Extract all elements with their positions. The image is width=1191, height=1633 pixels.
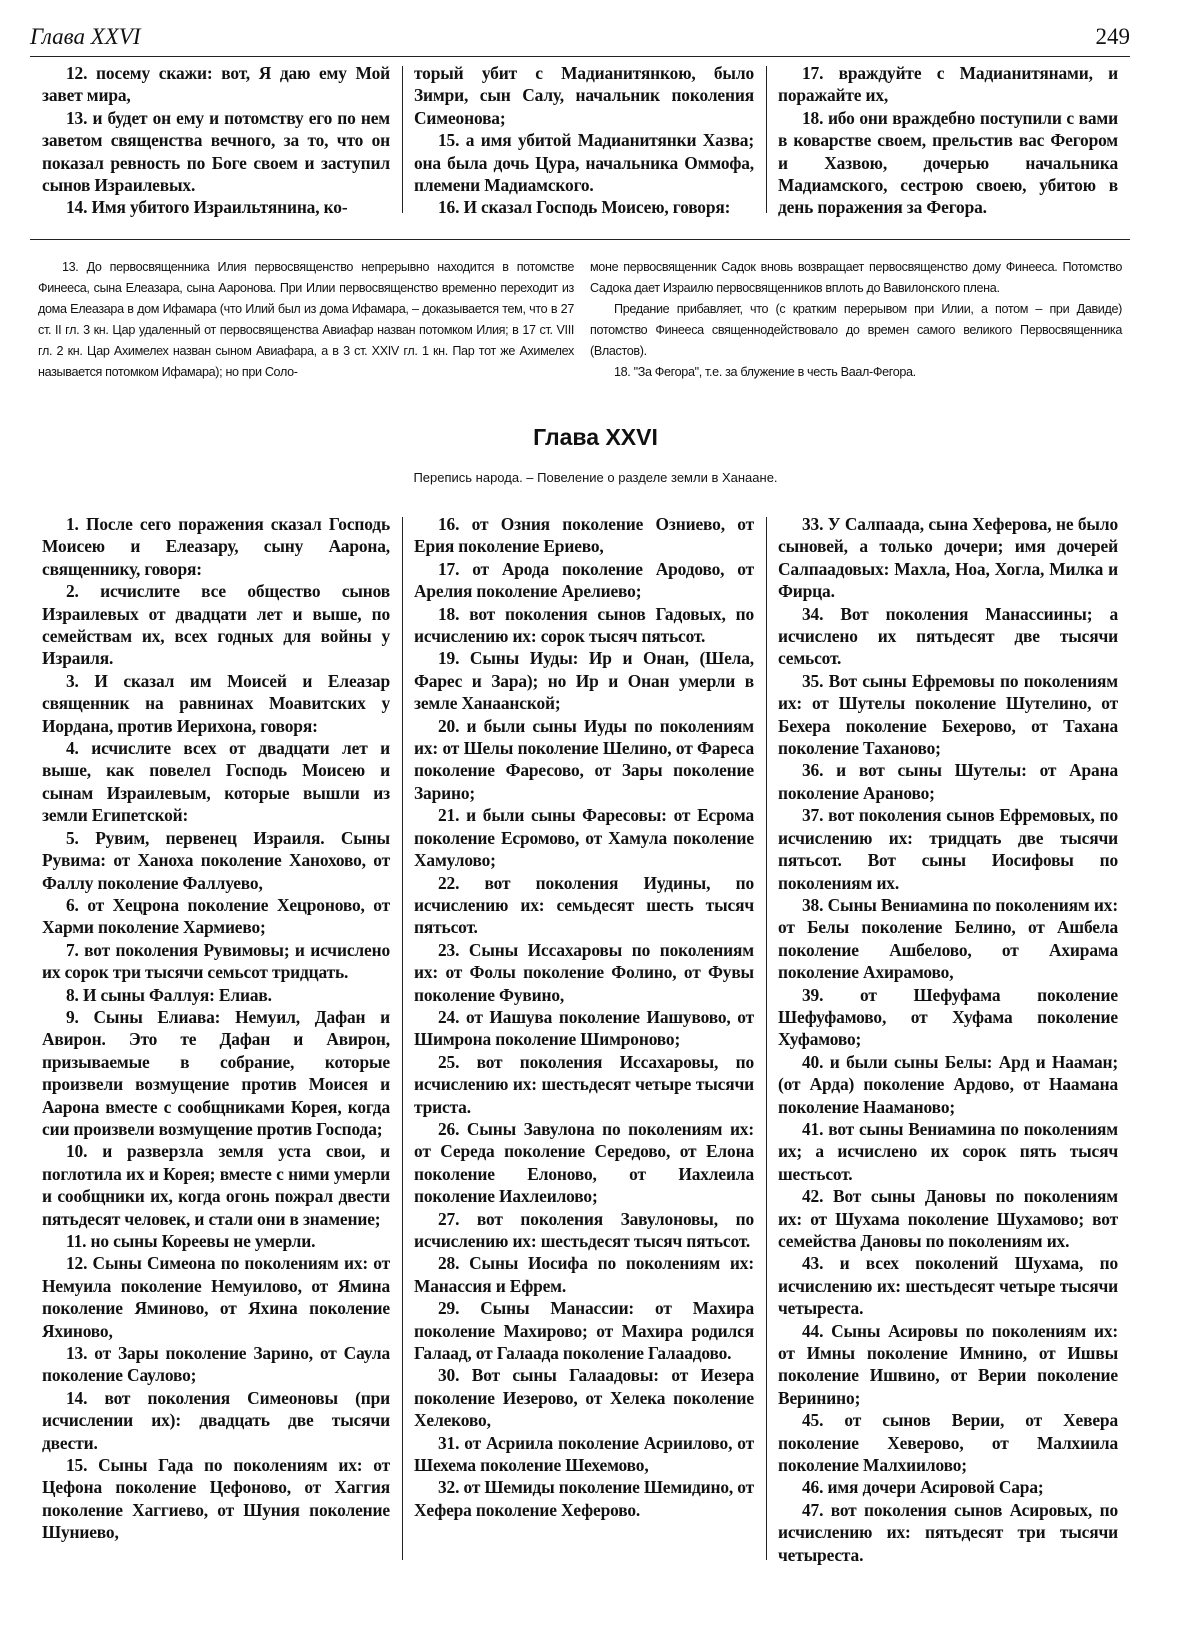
verse: 2. исчислите все общество сынов Израилевых от двадцати лет и выше, по семействам их, всех годных для войны у Израиля. — [42, 581, 390, 669]
footnote: моне первосвященник Садок вновь возвращает первосвященство дому Финееса. Потомство Садока дает Израилю первосвященников вплоть до Вавилонского плена. — [590, 260, 1122, 295]
verse: 13. и будет он ему и потомству его по нем заветом священства вечного, за то, что он показал ревность по Боге своем и заступил сынов Израилевых. — [42, 107, 390, 196]
verse: 28. Сыны Иосифа по поколениям их: Манассия и Ефрем. — [414, 1253, 754, 1296]
verse: 15. Сыны Гада по поколениям их: от Цефона поколение Цефоново, от Хаггия поколение Хаггиево, от Шуния поколение Шуниево, — [42, 1455, 390, 1543]
running-head-title: Глава XXVI — [30, 24, 141, 49]
chapter-summary: Перепись народа. – Повеление о разделе земли в Ханаане. — [413, 470, 778, 485]
footnotes — [30, 257, 1130, 383]
top-verse-columns — [30, 62, 1130, 219]
footnote-column-1 — [30, 257, 582, 383]
header-rule — [30, 56, 1130, 57]
main-column-3 — [766, 513, 1130, 1566]
verse: 9. Сыны Елиава: Немуил, Дафан и Авирон. Это те Дафан и Авирон, призываемые в собрание, которые произвели возмущение против Моисея и Аарона вместе с сообщниками Корея, когда сии произвели возмущение против Господа; — [42, 1006, 390, 1139]
verse: 14. вот поколения Симеоновы (при исчислении их): двадцать две тысячи двести. — [42, 1387, 390, 1453]
verse: 19. Сыны Иуды: Ир и Онан, (Шела, Фарес и Зара); но Ир и Онан умерли в земле Ханаанской; — [414, 648, 754, 714]
verse: 15. а имя убитой Мадианитянки Хазва; она была дочь Цура, начальника Оммофа, племени Мадиамского. — [414, 130, 754, 196]
verse: 47. вот поколения сынов Асировых, по исчислению их: пятьдесят три тысячи четыреста. — [778, 1499, 1118, 1565]
footnote-column-2 — [582, 257, 1130, 383]
verse: 42. Вот сыны Дановы по поколениям их: от Шухама поколение Шухамово; вот семейства Дановы по поколениям их. — [778, 1186, 1118, 1251]
verse: 1. После сего поражения сказал Господь Моисею и Елеазару, сыну Аарона, священнику, говоря: — [42, 514, 390, 579]
verse: 35. Вот сыны Ефремовы по поколениям их: от Шутелы поколение Шутелино, от Бехера поколение Бехерово, от Тахана поколение Таханово; — [778, 670, 1118, 759]
verse: 24. от Иашува поколение Иашувово, от Шимрона поколение Шимроново; — [414, 1006, 754, 1050]
main-verse-columns — [30, 513, 1130, 1566]
footnote: 13. До первосвященника Илия первосвященство непрерывно находится в потомстве Финееса, сына Елеазара, сына Ааронова. При Илии первосвященство временно переходит из дома Елеазара в дом Ифамара (что Илий был из дома Ифамара, – доказывается тем, что в 27 ст. II гл. 3 кн. Цар удаленный от первосвященства Авиафар назван потомком Илия; в 17 ст. VIII гл. 2 кн. Цар Ахимелех назван сыном Авиафара, а в 3 ст. XXIV гл. 1 кн. Пар тот же Ахимелех называется потомком Ифамара); но при Соло- — [38, 260, 574, 379]
running-head — [30, 22, 1130, 56]
verse: 22. вот поколения Иудины, по исчислению их: семьдесят шесть тысяч пятьсот. — [414, 872, 754, 938]
verse: 16. И сказал Господь Моисею, говоря: — [438, 197, 731, 218]
verse: 43. и всех поколений Шухама, по исчислению их: шестьдесят четыре тысячи четыреста. — [778, 1253, 1118, 1319]
verse: 14. Имя убитого Израильтянина, ко- — [66, 197, 348, 218]
verse: 41. вот сыны Вениамина по поколениям их; а исчислено их сорок пять тысяч шестьсот. — [778, 1118, 1118, 1184]
verse: 8. И сыны Фаллуя: Елиав. — [66, 984, 272, 1005]
verse: 46. имя дочери Асировой Сара; — [802, 1477, 1044, 1498]
footnote: 18. "За Фегора", т.е. за блужение в честь Ваал-Фегора. — [614, 365, 916, 379]
verse: 12. посему скажи: вот, Я даю ему Мой завет мира, — [42, 63, 390, 106]
verse: 44. Сыны Асировы по поколениям их: от Имны поколение Имнино, от Ишвы поколение Ишвино, от Верии поколение Веринино; — [778, 1320, 1118, 1408]
verse: 30. Вот сыны Галаадовы: от Иезера поколение Иезерово, от Хелека поколение Хелеково, — [414, 1365, 754, 1431]
page-number: 249 — [1095, 24, 1130, 49]
verse: 45. от сынов Верии, от Хевера поколение Хеверово, от Малхиила поколение Малхиилово; — [778, 1410, 1118, 1476]
main-column-2 — [402, 513, 766, 1566]
verse: 4. исчислите всех от двадцати лет и выше, как повелел Господь Моисею и сынам Израилевым, которые вышли из земли Египетской: — [42, 738, 390, 826]
verse: 36. и вот сыны Шутелы: от Арана поколение Араново; — [778, 760, 1118, 803]
verse: 27. вот поколения Завулоновы, по исчислению их: шестьдесят тысяч пятьсот. — [414, 1208, 754, 1251]
verse: 40. и были сыны Белы: Ард и Нааман; (от Арда) поколение Ардово, от Наамана поколение Наамановo; — [778, 1051, 1118, 1117]
verse: 17. враждуйте с Мадианитянами, и поражайте их, — [778, 63, 1118, 106]
verse: 3. И сказал им Моисей и Елеазар священник на равнинах Моавитских у Иордана, против Иерихона, говоря: — [42, 670, 390, 736]
verse: 33. У Салпаада, сына Хеферова, не было сыновей, а только дочери; имя дочерей Салпаадовых: Махла, Ноа, Хогла, Милка и Фирца. — [778, 514, 1118, 602]
verse: 38. Сыны Вениамина по поколениям их: от Белы поколение Белино, от Ашбела поколение Ашбелово, от Ахирама поколение Ахирамово, — [778, 894, 1118, 983]
top-column-1 — [30, 62, 402, 219]
verse: 20. и были сыны Иуды по поколениям их: от Шелы поколение Шелино, от Фареса поколение Фаресово, от Зары поколение Зарино; — [414, 715, 754, 803]
verse: 17. от Арода поколение Ародово, от Арелия поколение Арелиево; — [414, 558, 754, 602]
verse: 37. вот поколения сынов Ефремовых, по исчислению их: тридцать две тысячи пятьсот. Вот сыны Иосифовы по поколениям их. — [778, 805, 1118, 893]
verse: 32. от Шемиды поколение Шемидино, от Хефера поколение Хеферово. — [414, 1477, 754, 1520]
verse: 10. и разверзла земля уста свои, и поглотила их и Корея; вместе с ними умерли и сообщники их, когда огонь пожрал двести пятьдесят человек, и стали они в знамение; — [42, 1141, 390, 1229]
top-column-3 — [766, 62, 1130, 219]
verse: 13. от Зары поколение Зарино, от Саула поколение Саулово; — [42, 1343, 390, 1386]
footnote: Предание прибавляет, что (с кратким перерывом при Илии, а потом – при Давиде) потомство Финееса священнодействовало до времен самого великого Первосвященника (Властов). — [590, 302, 1122, 358]
verse: 7. вот поколения Рувимовы; и исчислено их сорок три тысячи семьсот тридцать. — [42, 939, 390, 983]
verse: 25. вот поколения Иссахаровы, по исчислению их: шестьдесят четыре тысячи триста. — [414, 1051, 754, 1117]
verse: 34. Вот поколения Манассиины; а исчислено их пятьдесят две тысячи семьсот. — [778, 603, 1118, 669]
verse: 11. но сыны Кореевы не умерли. — [66, 1231, 316, 1251]
top-column-2 — [402, 62, 766, 219]
verse: 5. Рувим, первенец Израиля. Сыны Рувима: от Ханоха поколение Ханохово, от Фаллу поколение Фаллуево, — [42, 827, 390, 893]
footnote-rule — [30, 239, 1130, 240]
verse: 18. ибо они враждебно поступили с вами в коварстве своем, прельстив вас Фегором и Хазвою, дочерью начальника Мадиамского, сестрою своею, убитою в день поражения за Фегора. — [778, 107, 1118, 218]
verse: торый убит с Мадианитянкою, было Зимри, сын Салу, начальник поколения Симеонова; — [414, 63, 754, 128]
verse: 18. вот поколения сынов Гадовых, по исчислению их: сорок тысяч пятьсот. — [414, 603, 754, 647]
verse: 39. от Шефуфама поколение Шефуфамово, от Хуфама поколение Хуфамово; — [778, 984, 1118, 1050]
verse: 16. от Озния поколение Озниево, от Ерия поколение Ериево, — [414, 514, 754, 557]
verse: 12. Сыны Симеона по поколениям их: от Немуила поколение Немуилово, от Ямина поколение Яминово, от Яхина поколение Яхиново, — [42, 1253, 390, 1341]
verse: 21. и были сыны Фаресовы: от Есрома поколение Есромово, от Хамула поколение Хамулово; — [414, 805, 754, 871]
verse: 23. Сыны Иссахаровы по поколениям их: от Фолы поколение Фолино, от Фувы поколение Фувино, — [414, 939, 754, 1005]
verse: 29. Сыны Манассии: от Махира поколение Махирово; от Махира родился Галаад, от Галаада поколение Галаадово. — [414, 1298, 754, 1364]
verse: 6. от Хецрона поколение Хецроново, от Харми поколение Хармиево; — [42, 894, 390, 938]
verse: 26. Сыны Завулона по поколениям их: от Середа поколение Середово, от Елона поколение Елоново, от Иахлеила поколение Иахлеилово; — [414, 1118, 754, 1207]
chapter-title: Глава XXVI — [533, 424, 658, 450]
verse: 31. от Асриила поколение Асриилово, от Шехема поколение Шехемово, — [414, 1432, 754, 1476]
main-column-1 — [30, 513, 402, 1566]
